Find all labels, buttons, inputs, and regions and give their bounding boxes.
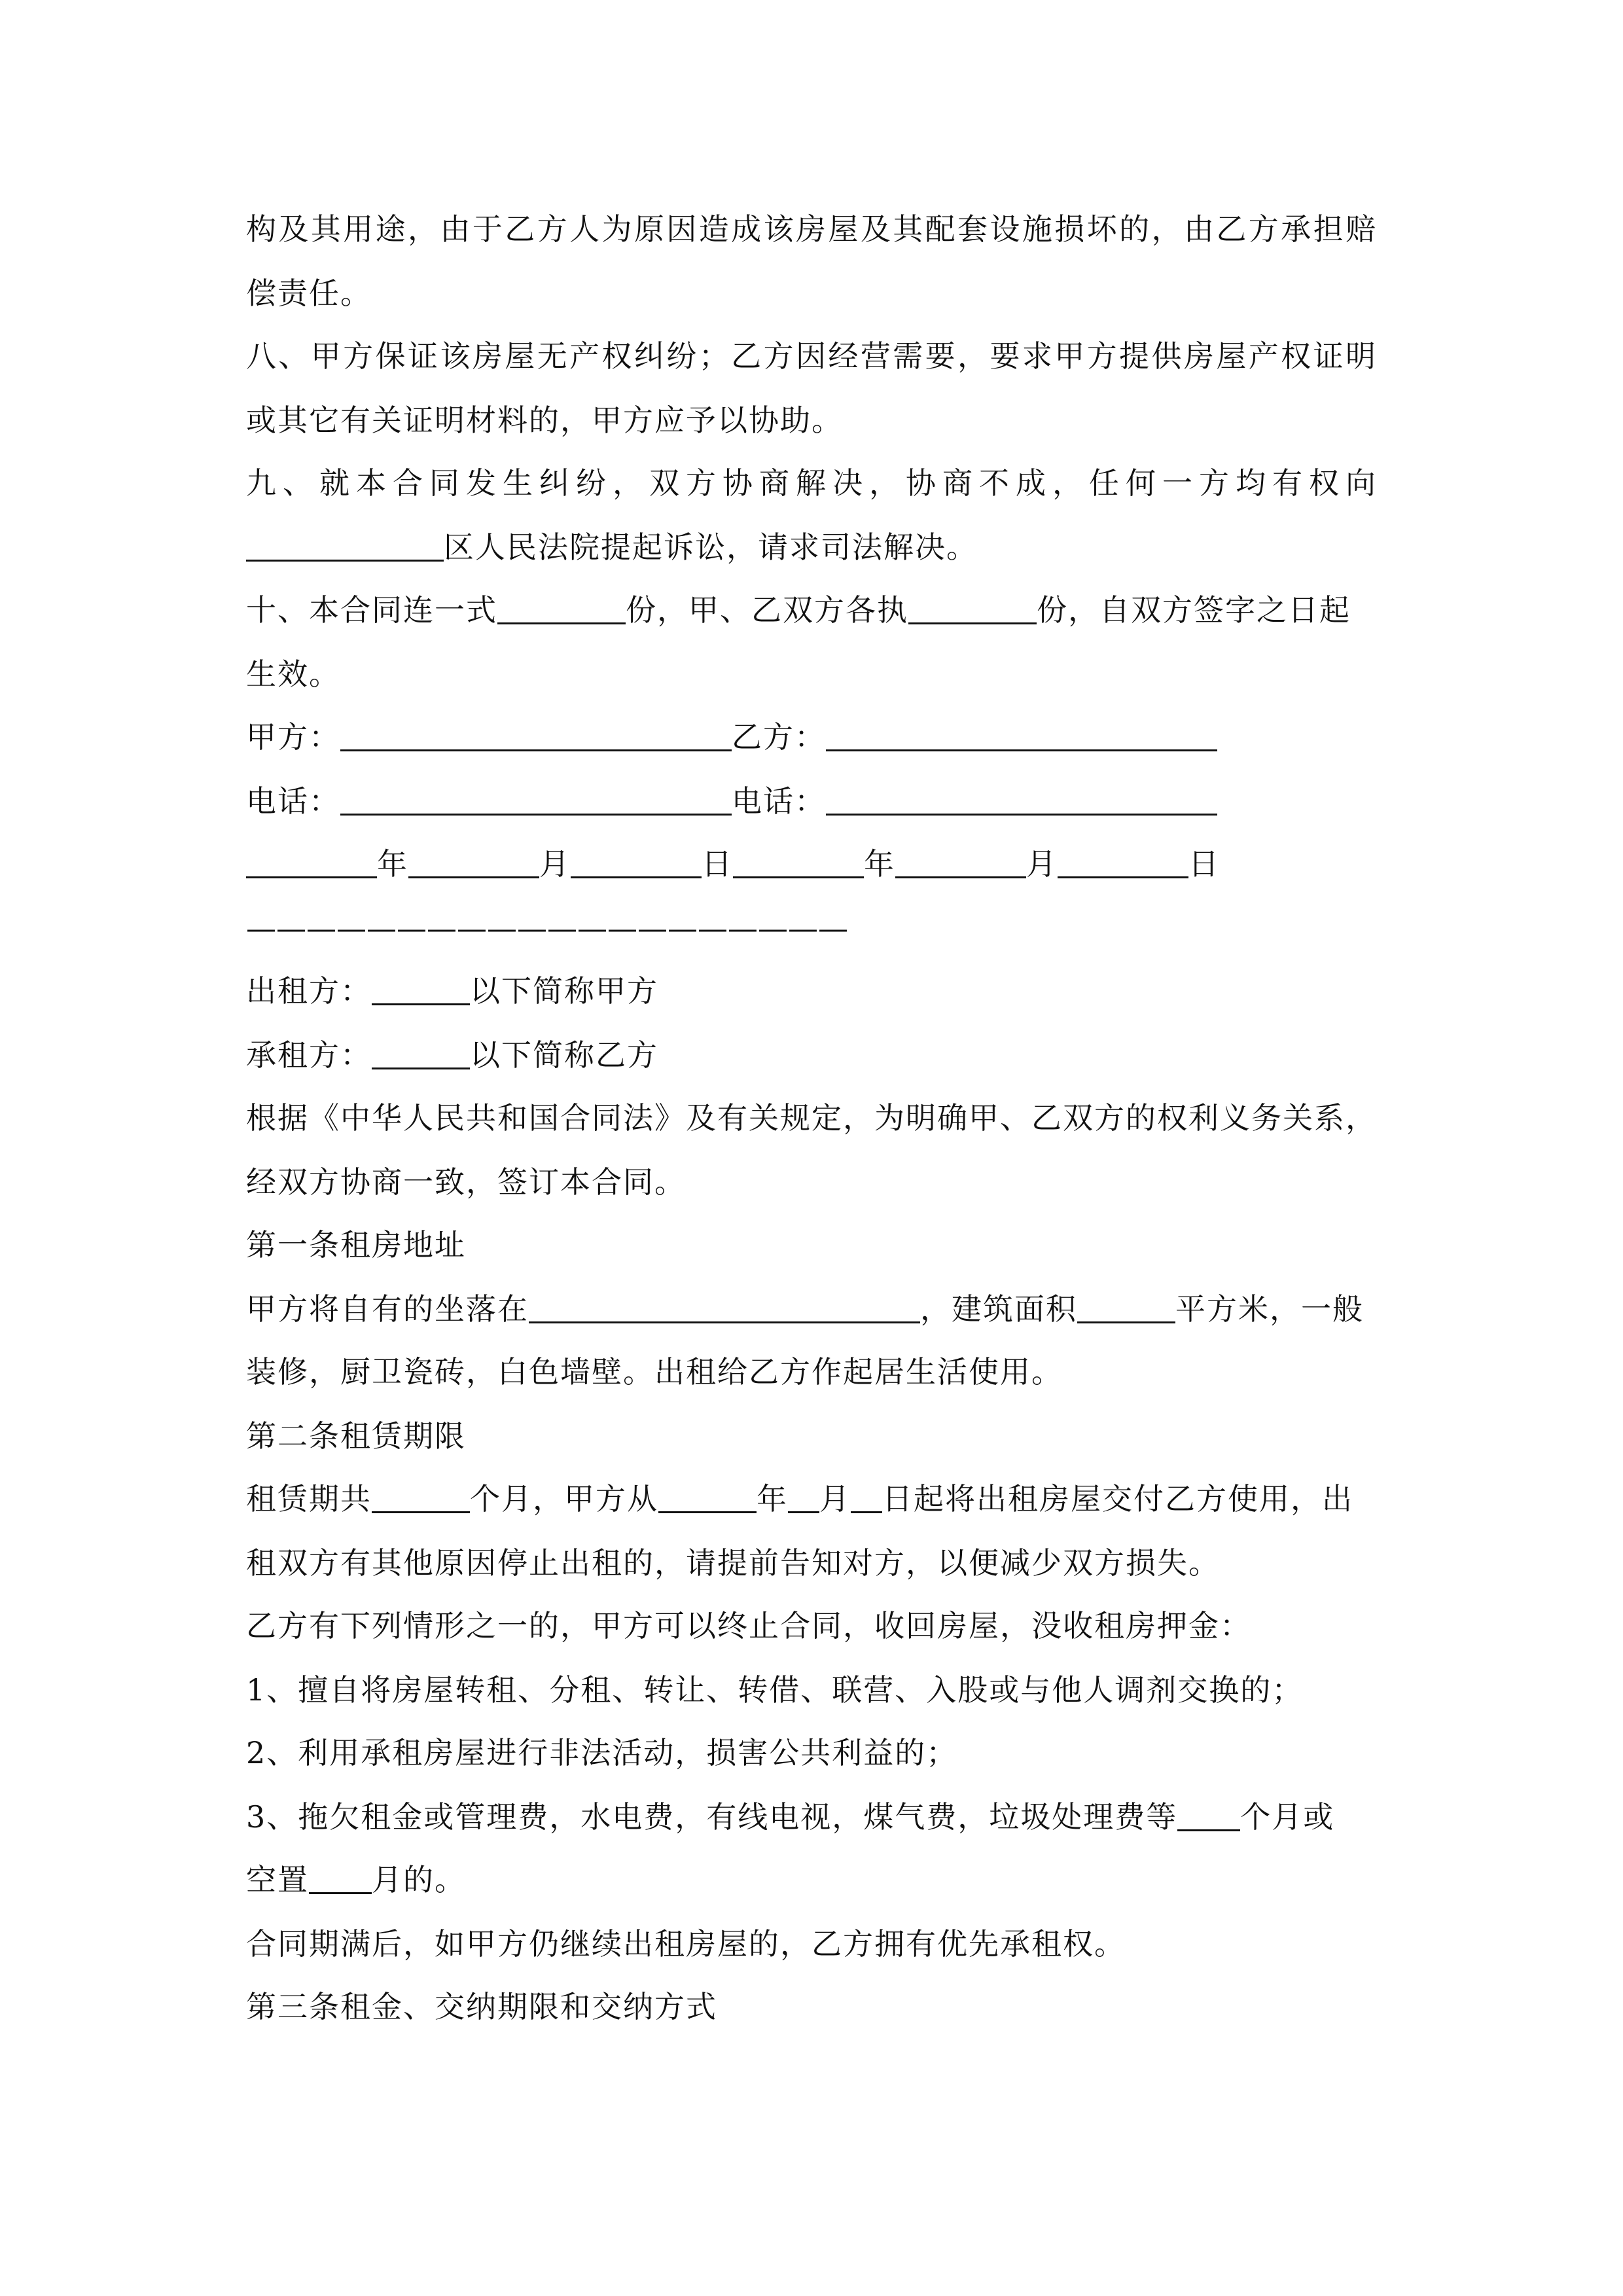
text: 月 bbox=[1026, 846, 1058, 882]
text: 日起将出租房屋交付乙方使用，出 bbox=[882, 1481, 1353, 1516]
date-line bbox=[246, 844, 1220, 884]
text: 区人民法院提起诉讼，请求司法解决。 bbox=[444, 529, 978, 565]
months-blank[interactable] bbox=[372, 1482, 470, 1513]
text-line bbox=[246, 1289, 1364, 1329]
text: 九、就本合同发生纠纷，双方协商解决，协商不成，任何一方均有权向 bbox=[246, 465, 1377, 501]
label: 电话： bbox=[246, 783, 340, 819]
text: 生效。 bbox=[246, 656, 340, 692]
text: 乙方有下列情形之一的，甲方可以终止合同，收回房屋，没收租房押金： bbox=[246, 1608, 1251, 1643]
copies-blank[interactable] bbox=[497, 594, 626, 624]
start-year-blank[interactable] bbox=[658, 1482, 757, 1513]
text: 租双方有其他原因停止出租的，请提前告知对方，以便减少双方损失。 bbox=[246, 1545, 1220, 1581]
text: 个月，甲方从 bbox=[470, 1481, 658, 1516]
text-line bbox=[246, 1543, 1220, 1583]
text-line bbox=[246, 1924, 1126, 1964]
label: 电话： bbox=[732, 783, 826, 819]
phone-a-blank[interactable] bbox=[340, 785, 732, 816]
text: 十、本合同连一式 bbox=[246, 592, 497, 628]
text: 月 bbox=[819, 1481, 851, 1516]
date-blank[interactable] bbox=[733, 848, 864, 878]
date-blank[interactable] bbox=[408, 848, 539, 878]
label: 出租方： bbox=[246, 973, 372, 1009]
date-blank[interactable] bbox=[1058, 848, 1188, 878]
text-line bbox=[246, 655, 340, 694]
lessor-blank[interactable] bbox=[372, 975, 470, 1005]
text: 甲方将自有的坐落在 bbox=[246, 1291, 529, 1327]
text-line bbox=[246, 1352, 1063, 1391]
text-line bbox=[246, 274, 372, 313]
phone-line bbox=[246, 781, 1217, 821]
text-line bbox=[246, 1606, 1251, 1645]
text: 3、拖欠租金或管理费，水电费，有线电视，煤气费，垃圾处理费等 bbox=[246, 1799, 1178, 1835]
text: 月的。 bbox=[372, 1862, 466, 1897]
text-line bbox=[246, 528, 978, 567]
text: 日 bbox=[1188, 846, 1220, 882]
label: 承租方： bbox=[246, 1037, 372, 1073]
date-blank[interactable] bbox=[246, 848, 377, 878]
text: 第三条租金、交纳期限和交纳方式 bbox=[246, 1989, 717, 2024]
list-item bbox=[246, 1733, 957, 1772]
text: 年 bbox=[757, 1481, 788, 1516]
lessor-line bbox=[246, 971, 658, 1011]
text: 个月或 bbox=[1240, 1799, 1335, 1835]
text-line bbox=[246, 1098, 1377, 1138]
text: 日 bbox=[702, 846, 733, 882]
text: 构及其用途，由于乙方人为原因造成该房屋及其配套设施损坏的，由乙方承担赔 bbox=[246, 211, 1377, 247]
list-item bbox=[246, 1670, 1303, 1710]
area-blank[interactable] bbox=[1077, 1293, 1175, 1323]
text: 租赁期共 bbox=[246, 1481, 372, 1516]
text: 以下简称乙方 bbox=[470, 1037, 658, 1073]
court-blank[interactable] bbox=[246, 531, 444, 562]
lessee-blank[interactable] bbox=[372, 1039, 470, 1069]
article-1-heading bbox=[246, 1225, 466, 1265]
clause-10 bbox=[246, 590, 1351, 630]
article-3-heading bbox=[246, 1987, 717, 2026]
article-2-heading bbox=[246, 1416, 466, 1456]
text: 1、擅自将房屋转租、分租、转让、转借、联营、入股或与他人调剂交换的； bbox=[246, 1672, 1304, 1708]
lessee-line bbox=[246, 1035, 658, 1075]
text: 根据《中华人民共和国合同法》及有关规定，为明确甲、乙双方的权利义务关系， bbox=[246, 1100, 1377, 1136]
text: ，建筑面积 bbox=[920, 1291, 1077, 1327]
text: 装修，厨卫瓷砖，白色墙壁。出租给乙方作起居生活使用。 bbox=[246, 1354, 1063, 1390]
text: ———————————————————— bbox=[246, 910, 848, 946]
text: 年 bbox=[864, 846, 895, 882]
label: 乙方： bbox=[732, 719, 826, 755]
text: 份，甲、乙双方各执 bbox=[626, 592, 908, 628]
text: 第二条租赁期限 bbox=[246, 1418, 466, 1454]
arrears-months-blank[interactable] bbox=[1177, 1801, 1240, 1831]
text: 2、利用承租房屋进行非法活动，损害公共利益的； bbox=[246, 1735, 958, 1770]
text: 偿责任。 bbox=[246, 276, 372, 311]
date-blank[interactable] bbox=[571, 848, 702, 878]
clause-8 bbox=[246, 336, 1377, 376]
text: 八、甲方保证该房屋无产权纠纷；乙方因经营需要，要求甲方提供房屋产权证明 bbox=[246, 338, 1377, 374]
text: 经双方协商一致，签订本合同。 bbox=[246, 1164, 686, 1200]
text-line bbox=[246, 209, 1377, 249]
copies-each-blank[interactable] bbox=[908, 594, 1037, 624]
phone-b-blank[interactable] bbox=[826, 785, 1217, 816]
date-blank[interactable] bbox=[895, 848, 1026, 878]
text: 第一条租房地址 bbox=[246, 1227, 466, 1263]
clause-9 bbox=[246, 463, 1377, 503]
party-a-blank[interactable] bbox=[340, 721, 732, 751]
text: 或其它有关证明材料的，甲方应予以协助。 bbox=[246, 403, 843, 438]
vacancy-months-blank[interactable] bbox=[309, 1863, 372, 1894]
party-line bbox=[246, 717, 1217, 757]
text-line bbox=[246, 1162, 686, 1202]
text: 份，自双方签字之日起 bbox=[1037, 592, 1351, 628]
text-line bbox=[246, 1860, 466, 1899]
text: 空置 bbox=[246, 1862, 309, 1897]
address-blank[interactable] bbox=[529, 1293, 920, 1323]
text: 合同期满后，如甲方仍继续出租房屋的，乙方拥有优先承租权。 bbox=[246, 1926, 1126, 1962]
list-item bbox=[246, 1797, 1334, 1837]
text: 平方米，一般 bbox=[1175, 1291, 1364, 1327]
text-line bbox=[246, 1479, 1353, 1518]
start-day-blank[interactable] bbox=[851, 1482, 882, 1513]
text: 以下简称甲方 bbox=[470, 973, 658, 1009]
text-line bbox=[246, 401, 843, 440]
start-month-blank[interactable] bbox=[788, 1482, 819, 1513]
text: 年 bbox=[377, 846, 408, 882]
text: 月 bbox=[539, 846, 571, 882]
divider bbox=[246, 908, 848, 948]
label: 甲方： bbox=[246, 719, 340, 755]
party-b-blank[interactable] bbox=[826, 721, 1217, 751]
